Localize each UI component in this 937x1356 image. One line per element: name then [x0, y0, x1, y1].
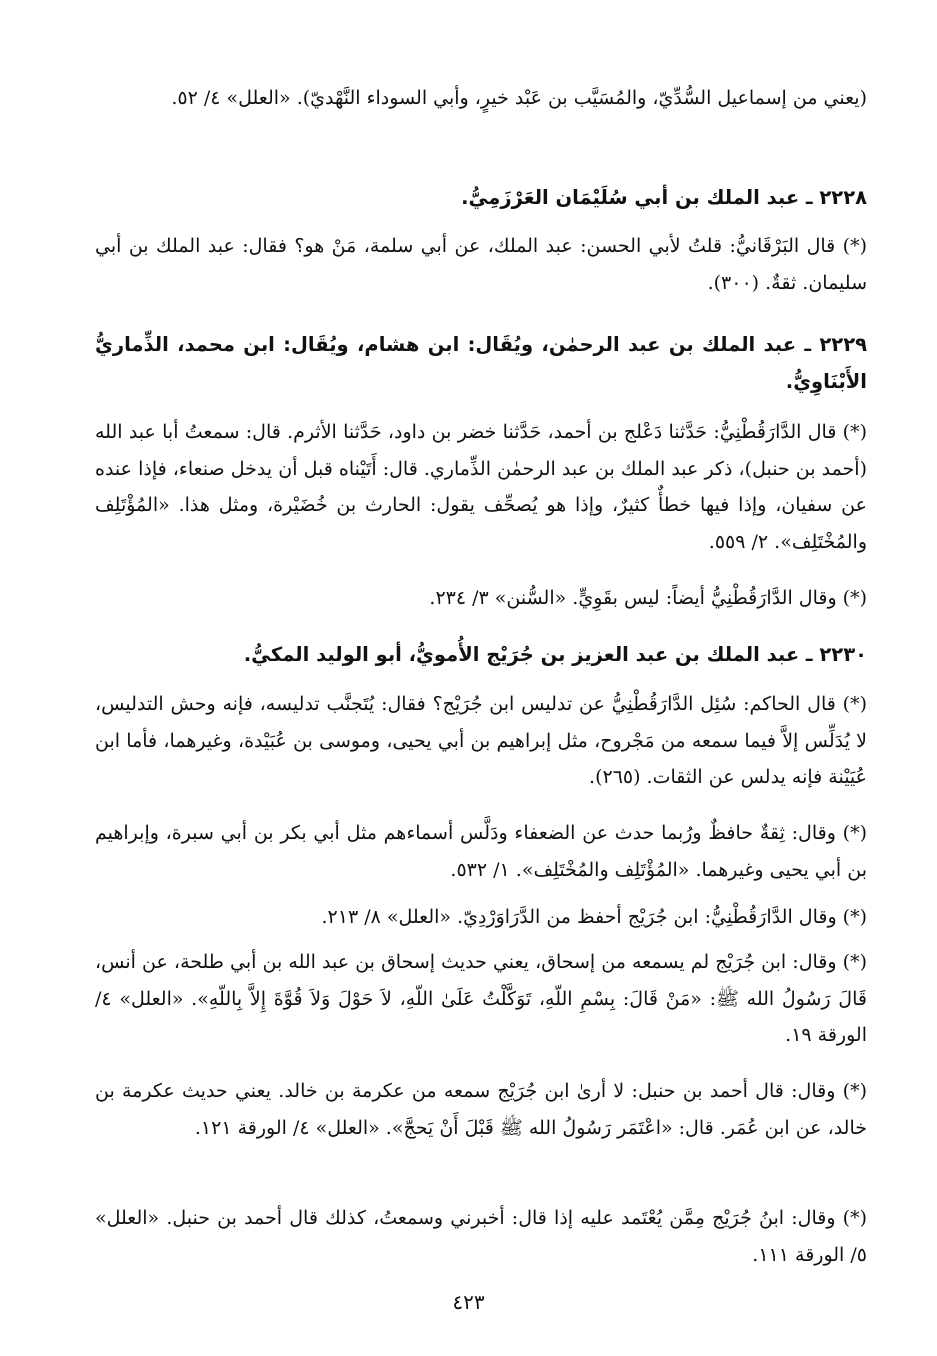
- entry-2228-paragraph: (*) قال البَرْقَانيُّ: قلتُ لأبي الحسن: عبد الملك، عن أبي سلمة، مَنْ هو؟ فقال: عبد الملك بن أبي سليمان. ثقةٌ. (٣٠٠).: [95, 235, 867, 294]
- entry-2230-paragraph: (*) وقال: ثِقةٌ حافظٌ ورُبما حدث عن الضعفاء ودَلَّس أسماءهم مثل أبي بكر بن أبي سبرة، وإبراهيم بن أبي يحيى وغيرهما. «المُؤْتَلِف والمُخْتَلِف». ١/ ٥٣٢.: [95, 822, 867, 881]
- entry-2230-heading: ٢٢٣٠ ـ عبد الملك بن عبد العزيز بن جُرَيْج الأُمويُّ، أبو الوليد المكيُّ.: [243, 643, 867, 666]
- entry-2230-paragraph: (*) وقال الدَّارَقُطْنِيُّ: ابن جُرَيْج أحفظ من الدَّرَاوَرْدِيّ. «العلل» ٨/ ٢١٣.: [321, 906, 867, 928]
- entry-2230-paragraph: (*) وقال: ابنُ جُرَيْج مِمَّن يُعْتَمد عليه إذا قال: أخبرني وسمعتُ، كذلك قال أحمد بن حنبل. «العلل» ٥/ الورقة ١١١.: [95, 1207, 867, 1266]
- entry-2229-paragraph: (*) وقال الدَّارَقُطْنِيُّ أيضاً: ليس بقَوِيٍّ. «السُّنن» ٣/ ٢٣٤.: [429, 587, 867, 609]
- entry-2228-heading: ٢٢٢٨ ـ عبد الملك بن أبي سُلَيْمَان العَرْزَمِيُّ.: [461, 186, 867, 209]
- entry-2229-paragraph: (*) قال الدَّارَقُطْنِيُّ: حَدَّثنا دَعْلج بن أحمد، حَدَّثنا خضر بن داود، حَدَّثنا الأثرم. قال: سمعتُ أبا عبد الله (أحمد بن حنبل)، ذكر عبد الملك بن عبد الرحمٰن الذِّماري. قال: أَتَيْناه قبل أن يدخل صنعاء، فإذا عنده عن سفيان، وإذا فيها خطأٌ كثيرٌ، وإذا هو يُصحِّف يقول: الحارث بن خُضَيْرة، ومثل هذا. «المُؤْتَلِف والمُخْتَلِف». ٢/ ٥٥٩.: [95, 421, 867, 553]
- page-number: ٤٢٣: [452, 1290, 485, 1314]
- entry-2230-paragraph: (*) قال الحاكم: سُئِل الدَّارَقُطْنِيُّ عن تدليس ابن جُرَيْج؟ فقال: يُتَجنَّب تدليسه، فإنه وحش التدليس، لا يُدَلِّس إلاَّ فيما سمعه من مَجْروح، مثل إبراهيم بن أبي يحيى، وموسى بن عُبَيْدة، وغيرهما، فأما ابن عُيَيْنة فإنه يدلس عن الثقات. (٢٦٥).: [95, 693, 867, 788]
- entry-2229-heading: ٢٢٢٩ ـ عبد الملك بن عبد الرحمٰن، ويُقَال: ابن هشام، ويُقَال: ابن محمد، الذِّماريُّ الأَبْنَاوِيُّ.: [95, 333, 867, 393]
- intro-paragraph: (يعني من إسماعيل السُّدِّيّ، والمُسَيَّب بن عَبْد خيرٍ، وأبي السوداء النَّهْديّ). «العلل» ٤/ ٥٢.: [171, 87, 867, 109]
- entry-2230-paragraph: (*) وقال: قال أحمد بن حنبل: لا أرىٰ ابن جُرَيْج سمعه من عكرمة بن خالد. يعني حديث عكرمة بن خالد، عن ابن عُمَر. قال: «اعْتَمَر رَسُولُ الله ﷺ قَبْلَ أَنْ يَحجَّ». «العلل» ٤/ الورقة ١٢١.: [95, 1080, 867, 1139]
- entry-2230-paragraph: (*) وقال: ابن جُرَيْج لم يسمعه من إسحاق، يعني حديث إسحاق بن عبد الله بن أبي طلحة، عن أنس، قَالَ رَسُولُ الله ﷺ: «مَنْ قَالَ: بِسْمِ اللّهِ، تَوَكَّلْتُ عَلَىٰ اللّهِ، لاَ حَوْلَ وَلاَ قُوَّةَ إِلاَّ بِاللّهِ». «العلل» ٤/ الورقة ١٩.: [95, 951, 867, 1046]
